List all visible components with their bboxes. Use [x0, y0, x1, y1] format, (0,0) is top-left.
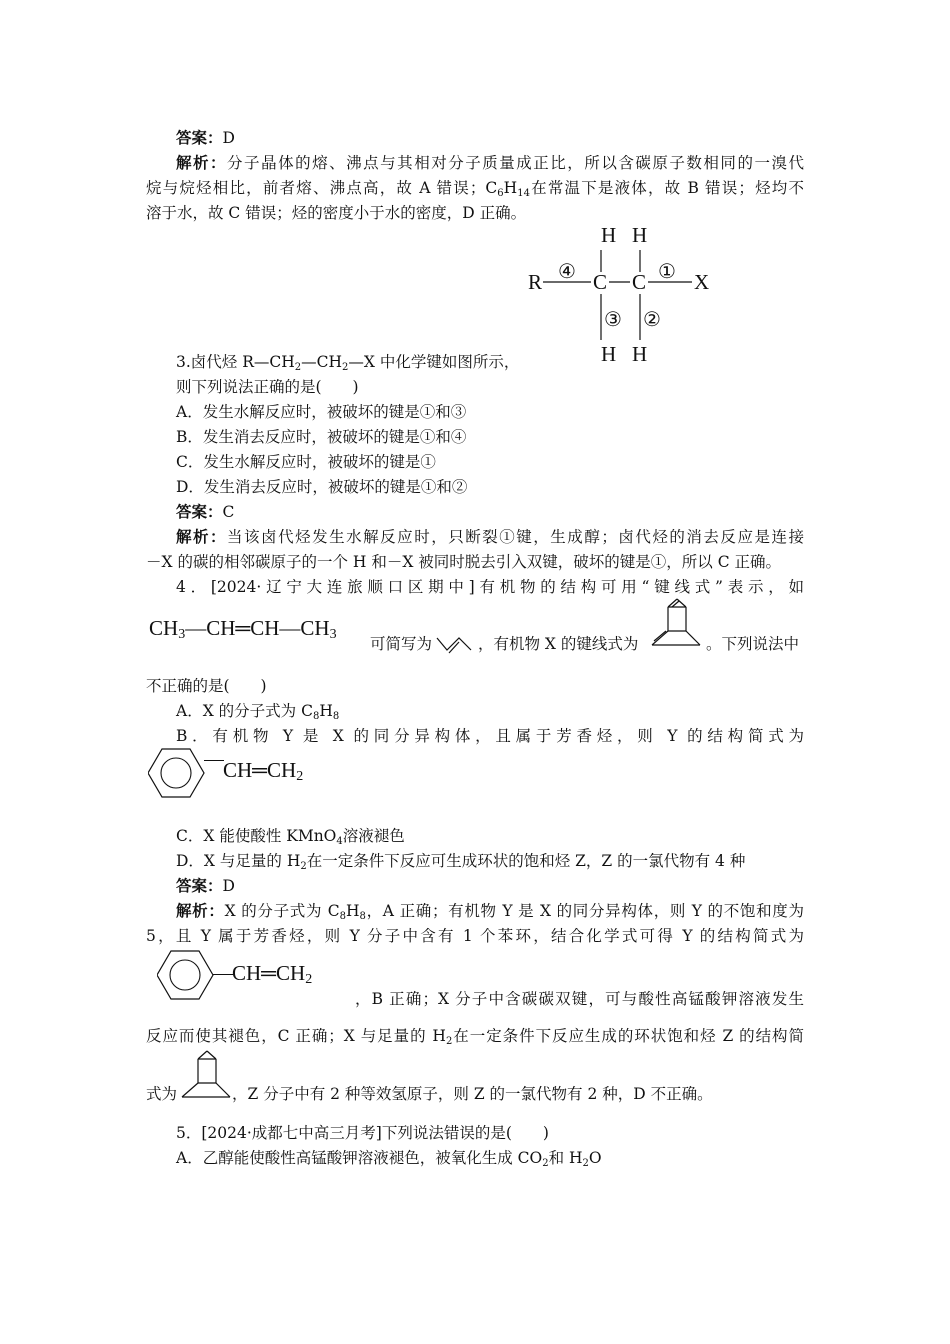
q4-stem-line-2a: 可简写为	[370, 635, 433, 653]
h-top-left: H	[601, 223, 617, 247]
butene-formula: $CH_3—CH═CH—CH_3$	[149, 616, 337, 642]
q3-option-c: C．发生水解反应时，被破坏的键是①	[176, 453, 436, 471]
q4-stem-line-1: 4．[2024·辽宁大连旅顺口区期中]有机物的结构可用“键线式”表示，如	[176, 578, 804, 596]
bond-label-2: ②	[643, 309, 661, 331]
compound-z-skeletal-icon	[180, 1049, 232, 1103]
q2-analysis-line-3: 溶于水，故 C 错误；烃的密度小于水的密度，D 正确。	[146, 204, 527, 222]
styrene-bond	[213, 974, 233, 976]
q4-analysis-line-1: 解析：X 的分子式为 $C_8H_8$，A 正确；有机物 Y 是 X 的同分异构体，则 Y 的不饱和度为	[176, 901, 804, 922]
h-top-right: H	[632, 223, 648, 247]
q4-analysis-line-3: ，B 正确；X 分子中含碳碳双键，可与酸性高锰酸钾溶液发生	[355, 990, 804, 1008]
q3-answer: C	[222, 503, 235, 521]
bond-label-1: ①	[658, 261, 676, 283]
q4-answer-line: 答案：D	[176, 876, 235, 895]
q3-option-b: B．发生消去反应时，被破坏的键是①和④	[176, 428, 467, 446]
styrene-vinyl-group: $CH═CH_2$	[232, 961, 313, 987]
styrene-bond	[204, 760, 224, 762]
q4-option-c: C．X 能使酸性 KMnO$_4$溶液褪色	[176, 827, 405, 847]
analysis-label: 解析：	[176, 153, 228, 172]
q2-analysis-line-1: 解析：分子晶体的熔、沸点与其相对分子质量成正比，所以含碳原子数相同的一溴代	[176, 153, 804, 172]
butene-skeletal-icon	[435, 632, 475, 656]
atom-c1: C	[593, 270, 608, 294]
compound-x-skeletal-icon	[650, 597, 702, 651]
q4-analysis-line-5b: ，Z 分子中有 2 种等效氢原子，则 Z 的一氯代物有 2 种，D 不正确。	[232, 1085, 713, 1103]
h-bot-right: H	[632, 342, 648, 366]
q2-analysis-line-2: 烷与烷烃相比，前者熔、沸点高，故 A 错误；$C_6H_{14}$在常温下是液体，故 B 错误；烃均不	[146, 179, 804, 199]
styrene-vinyl-group: $CH═CH_2$	[223, 758, 304, 784]
atom-c2: C	[632, 270, 647, 294]
haloalkane-bond-diagram	[520, 218, 720, 368]
q5-option-a: A．乙醇能使酸性高锰酸钾溶液褪色，被氧化生成 $CO_2$和 $H_2O$	[176, 1149, 602, 1169]
q4-option-b: B．有机物 Y 是 X 的同分异构体，且属于芳香烃，则 Y 的结构简式为	[176, 727, 804, 745]
benzene-ring-icon	[148, 747, 208, 799]
q4-answer: D	[222, 877, 235, 895]
q4-analysis-line-4: 反应而使其褪色，C 正确；X 与足量的 $H_2$在一定条件下反应生成的环状饱和烃 Z 的结构简	[146, 1027, 804, 1047]
q3-stem-line-2: 则下列说法正确的是( )	[176, 378, 359, 396]
q4-analysis-line-2: 5，且 Y 属于芳香烃，则 Y 分子中含有 1 个苯环，结合化学式可得 Y 的结构简式为	[146, 927, 804, 945]
q3-analysis-line-1: 解析：当该卤代烃发生水解反应时，只断裂①键，生成醇；卤代烃的消去反应是连接	[176, 527, 804, 546]
q4-option-d: D．X 与足量的 $H_2$在一定条件下反应可生成环状的饱和烃 Z，Z 的一氯代物有 4 种	[176, 852, 746, 872]
q3-analysis-line-2: －X 的碳的相邻碳原子的一个 H 和－X 被同时脱去引入双键，破坏的键是①，所以 C 正确。	[146, 553, 782, 571]
q3-option-a: A．发生水解反应时，被破坏的键是①和③	[176, 403, 467, 421]
q4-stem-line-2b: ，有机物 X 的键线式为	[478, 635, 639, 653]
q2-answer: D	[222, 129, 235, 147]
q3-answer-line: 答案：C	[176, 502, 235, 521]
q5-stem: 5．[2024·成都七中高三月考]下列说法错误的是( )	[176, 1124, 549, 1142]
benzene-ring-icon	[157, 949, 217, 1001]
q3-option-d: D．发生消去反应时，被破坏的键是①和②	[176, 478, 468, 496]
q4-option-a: A．X 的分子式为 $C_8H_8$	[176, 702, 340, 722]
bond-label-4: ④	[558, 261, 576, 283]
q4-stem-line-2c: 。下列说法中	[706, 635, 800, 653]
h-bot-left: H	[601, 342, 617, 366]
q2-answer-line	[176, 127, 235, 149]
q4-analysis-line-5a: 式为	[146, 1085, 178, 1103]
q3-stem-line-1: 3.卤代烃 $R—CH_2—CH_2—X$ 中化学键如图所示，	[176, 353, 520, 373]
bond-label-3: ③	[604, 309, 622, 331]
atom-x: X	[694, 270, 710, 294]
atom-r: R	[528, 270, 543, 294]
q4-stem-line-3: 不正确的是( )	[146, 677, 267, 695]
answer-label: 答案：	[176, 128, 223, 147]
